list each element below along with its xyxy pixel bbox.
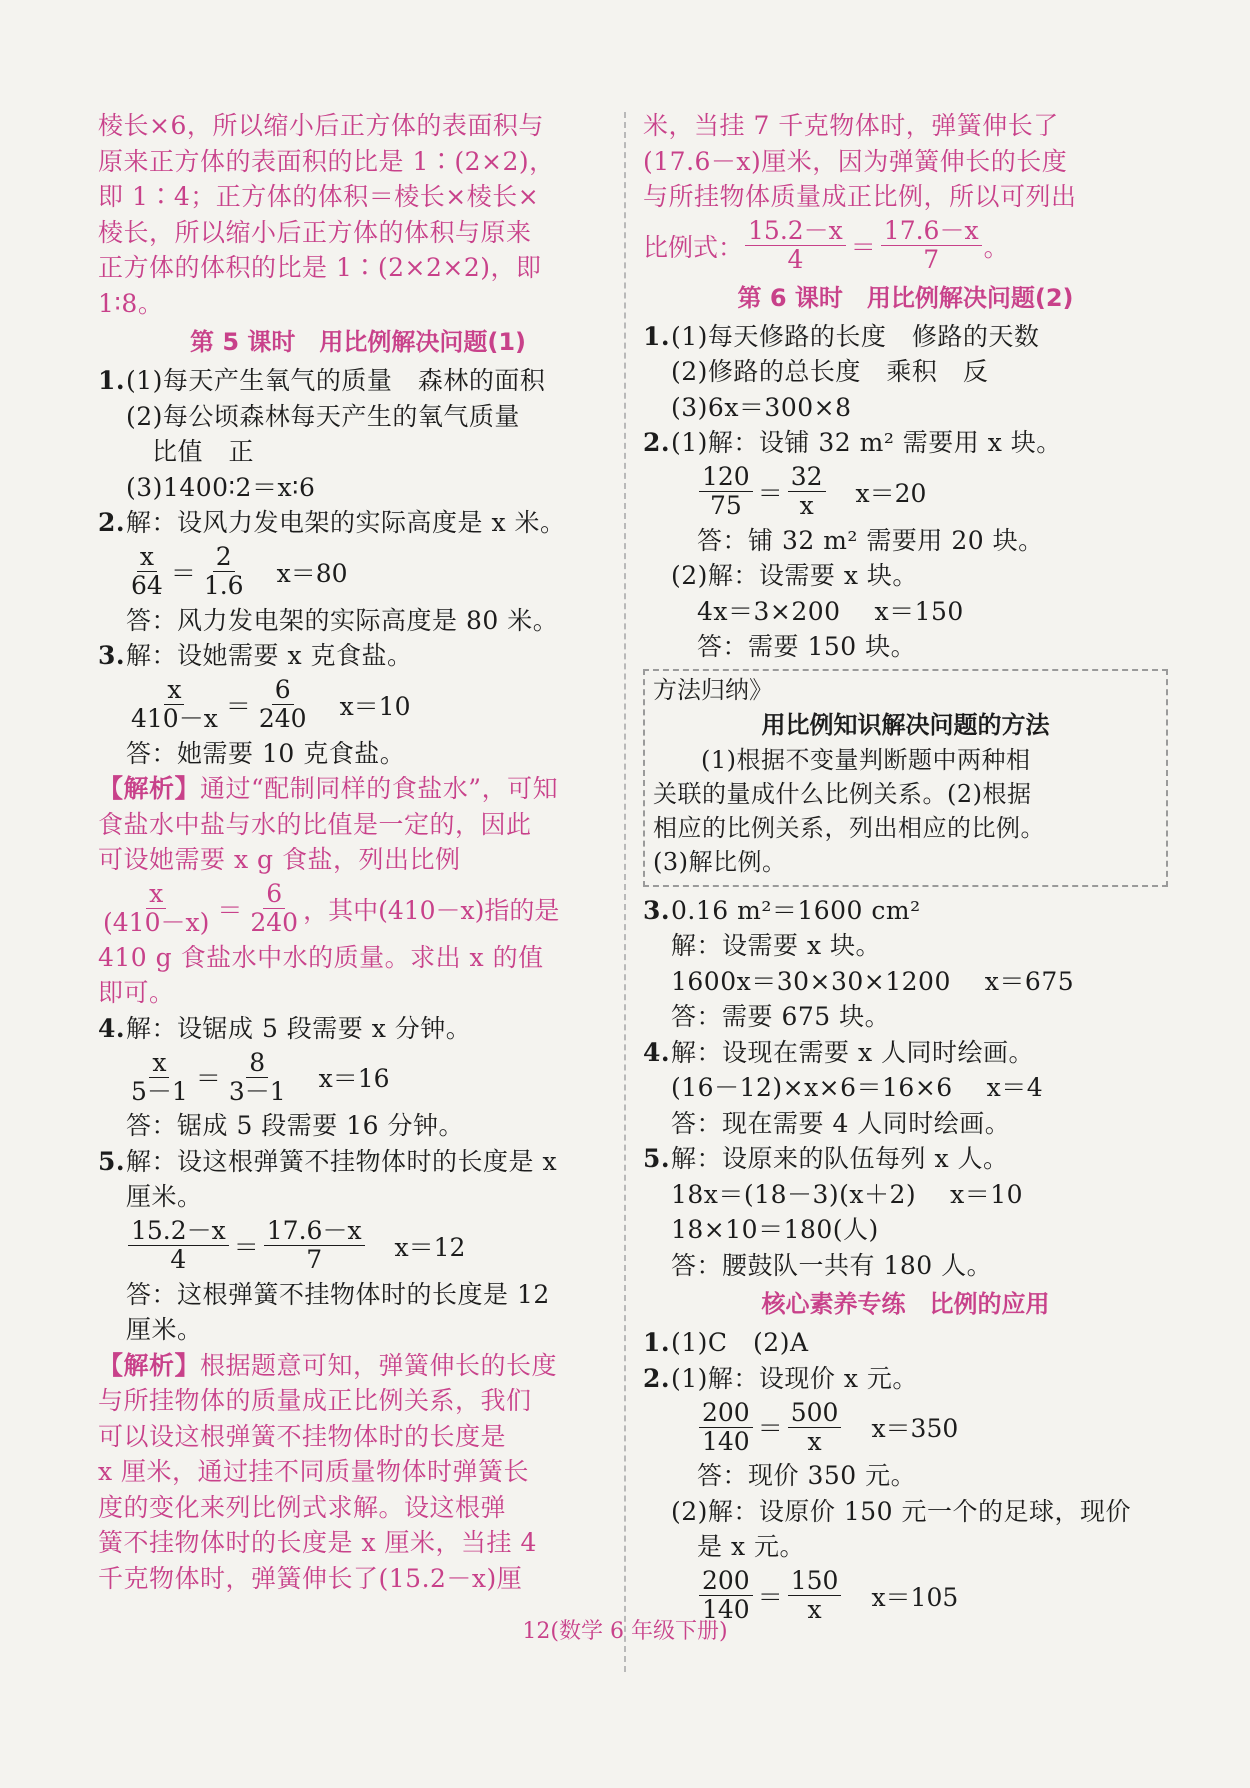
question-1-c: (3)6x＝300×8 bbox=[671, 392, 852, 422]
core-practice-heading: 核心素养专练 比例的应用 bbox=[761, 1290, 1050, 1318]
analysis-line: 可以设这根弹簧不挂物体时的长度是 bbox=[98, 1421, 507, 1451]
lesson-6-heading: 第 6 课时 用比例解决问题(2) bbox=[737, 283, 1074, 312]
core-question-2-b: (2)解：设原价 150 元一个的足球，现价 bbox=[671, 1496, 1132, 1526]
intro-line: 即 1∶4；正方体的体积＝棱长×棱长× bbox=[98, 182, 540, 211]
analysis-line: 簧不挂物体时的长度是 x 厘米，当挂 4 bbox=[98, 1528, 537, 1557]
answer: 答：铺 32 m² 需要用 20 块。 bbox=[697, 525, 1044, 555]
analysis-line: x 厘米，通过挂不同质量物体时弹簧长 bbox=[98, 1457, 530, 1486]
answer: 答：需要 675 块。 bbox=[671, 1002, 891, 1031]
answer: 答：现价 350 元。 bbox=[697, 1461, 917, 1490]
equation: $\frac{200}{140}$ ＝ $\frac{500}{x}$ x＝350 bbox=[643, 1396, 1168, 1458]
method-line: (1)根据不变量判断题中两种相 bbox=[701, 745, 1031, 774]
method-label: 方法归纳》 bbox=[653, 675, 773, 704]
equation: $\frac{15.2-x}{4}$ ＝ $\frac{17.6-x}{7}$ x＝12 bbox=[98, 1215, 618, 1277]
answer: 答：这根弹簧不挂物体时的长度是 12 bbox=[126, 1279, 550, 1309]
intro-line: 正方体的体积的比是 1∶(2×2×2)，即 bbox=[98, 253, 542, 282]
answer: 答：腰鼓队一共有 180 人。 bbox=[671, 1250, 993, 1280]
left-column bbox=[98, 108, 618, 1596]
intro-line: 棱长×6，所以缩小后正方体的表面积与 bbox=[98, 111, 544, 140]
page-footer: 12(数学 6 年级下册) bbox=[522, 1619, 728, 1644]
analysis-line: 度的变化来列比例式求解。设这根弹 bbox=[98, 1492, 507, 1522]
solution-line: 解：设需要 x 块。 bbox=[671, 931, 881, 960]
equation: $\frac{x}{5-1}$ ＝ $\frac{8}{3-1}$ x＝16 bbox=[131, 1047, 390, 1106]
question-1-b: (2)修路的总长度 乘积 反 bbox=[671, 357, 989, 386]
core-question-2: 2.(1)解：设现价 x 元。 bbox=[643, 1363, 918, 1393]
intro-line: (17.6－x)厘米，因为弹簧伸长的长度 bbox=[643, 146, 1068, 176]
answer: 答：风力发电架的实际高度是 80 米。 bbox=[126, 605, 559, 635]
equation: $\frac{x}{410-x}$ ＝ $\frac{6}{240}$ x＝10 bbox=[131, 675, 411, 733]
intro-line: 与所挂物体质量成正比例，所以可列出 bbox=[643, 182, 1077, 211]
solution-line: 18×10＝180(人) bbox=[671, 1215, 879, 1244]
method-line: 相应的比例关系，列出相应的比例。 bbox=[653, 813, 1045, 842]
core-question-1: 1.(1)C (2)A bbox=[643, 1328, 809, 1357]
answer: 答：她需要 10 克食盐。 bbox=[126, 738, 406, 768]
question-5-cont: 厘米。 bbox=[126, 1182, 203, 1211]
question-3: 3.解：设她需要 x 克食盐。 bbox=[98, 641, 413, 670]
solution-line: (16－12)×x×6＝16×6 x＝4 bbox=[671, 1073, 1044, 1102]
intro-equation: 比例式： $\frac{15.2-x}{4}$ ＝ $\frac{17.6-x}{7}$ 。 bbox=[643, 216, 1009, 274]
question-5: 5.解：设这根弹簧不挂物体时的长度是 x bbox=[98, 1146, 558, 1176]
question-4: 4.解：设锯成 5 段需要 x 分钟。 bbox=[98, 1013, 472, 1043]
question-1-b2: 比值 正 bbox=[152, 437, 255, 466]
analysis-line: 与所挂物体的质量成正比例关系，我们 bbox=[98, 1386, 532, 1415]
question-2: 2.解：设风力发电架的实际高度是 x 米。 bbox=[98, 508, 566, 537]
question-1: 1.(1)每天产生氧气的质量 森林的面积 bbox=[98, 366, 546, 395]
equation: $\frac{200}{140}$ ＝ $\frac{150}{x}$ x＝105 bbox=[643, 1565, 1168, 1627]
method-summary-box bbox=[643, 669, 1168, 887]
equation: $\frac{120}{75}$ ＝ $\frac{32}{x}$ x＝20 bbox=[643, 461, 1168, 523]
answer: 答：锯成 5 段需要 16 分钟。 bbox=[126, 1111, 465, 1140]
method-title: 用比例知识解决问题的方法 bbox=[761, 710, 1050, 739]
question-4: 4.解：设现在需要 x 人同时绘画。 bbox=[643, 1037, 1034, 1067]
question-3: 3.0.16 m²＝1600 cm² bbox=[643, 895, 921, 925]
column-divider bbox=[624, 112, 626, 1672]
equation-line: 4x＝3×200 x＝150 bbox=[697, 596, 964, 626]
analysis: 【解析】通过“配制同样的食盐水”，可知 bbox=[98, 774, 559, 803]
question-2: 2.(1)解：设铺 32 m² 需要用 x 块。 bbox=[643, 428, 1062, 457]
method-line: (3)解比例。 bbox=[653, 847, 787, 876]
question-1-c: (3)1400∶2＝x∶6 bbox=[126, 472, 316, 502]
core-question-2-b-cont: 是 x 元。 bbox=[697, 1532, 805, 1561]
answer: 答：现在需要 4 人同时绘画。 bbox=[671, 1108, 1011, 1138]
method-line: 关联的量成什么比例关系。(2)根据 bbox=[653, 779, 1032, 808]
solution-line: 1600x＝30×30×1200 x＝675 bbox=[671, 966, 1075, 996]
analysis-line: 可设她需要 x g 食盐，列出比例 bbox=[98, 845, 461, 874]
question-1-b: (2)每公顷森林每天产生的氧气质量 bbox=[126, 401, 520, 431]
lesson-5-heading: 第 5 课时 用比例解决问题(1) bbox=[189, 328, 527, 356]
question-1: 1.(1)每天修路的长度 修路的天数 bbox=[643, 321, 1040, 351]
intro-line: 1∶8。 bbox=[98, 288, 164, 318]
question-2-b: (2)解：设需要 x 块。 bbox=[671, 561, 918, 590]
analysis-equation: $\frac{x}{(410-x)}$ ＝ $\frac{6}{240}$ ，其中(410－x)指的是 bbox=[103, 879, 560, 937]
solution-line: 18x＝(18－3)(x＋2) x＝10 bbox=[671, 1179, 1024, 1209]
intro-line: 米，当挂 7 千克物体时，弹簧伸长了 bbox=[643, 111, 1059, 140]
intro-line: 棱长，所以缩小后正方体的体积与原来 bbox=[98, 217, 532, 247]
equation: $\frac{x}{64}$ ＝ $\frac{2}{1.6}$ x＝80 bbox=[131, 542, 348, 600]
right-column bbox=[643, 108, 1168, 1627]
analysis-line: 410 g 食盐水中水的质量。求出 x 的值 bbox=[98, 942, 544, 972]
analysis-line: 千克物体时，弹簧伸长了(15.2－x)厘 bbox=[98, 1563, 523, 1593]
analysis: 【解析】根据题意可知，弹簧伸长的长度 bbox=[98, 1350, 558, 1380]
answer-cont: 厘米。 bbox=[126, 1315, 203, 1344]
analysis-line: 食盐水中盐与水的比值是一定的，因此 bbox=[98, 809, 532, 839]
intro-line: 原来正方体的表面积的比是 1∶(2×2)， bbox=[98, 146, 555, 176]
question-5: 5.解：设原来的队伍每列 x 人。 bbox=[643, 1144, 1009, 1173]
analysis-line: 即可。 bbox=[98, 978, 175, 1007]
answer: 答：需要 150 块。 bbox=[697, 632, 917, 661]
